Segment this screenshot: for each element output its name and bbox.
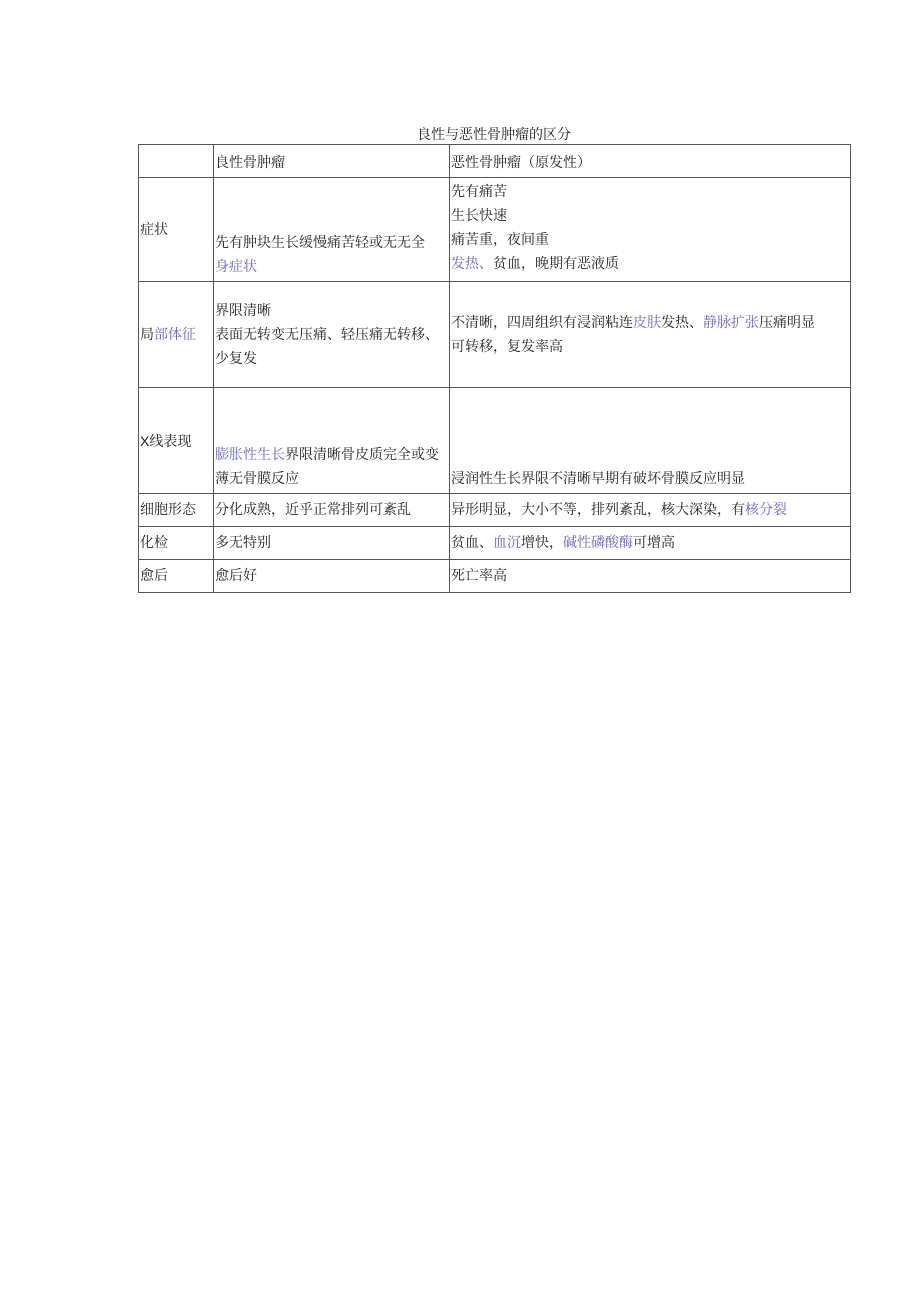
alp-link[interactable]: 碱性磷酸酶 bbox=[563, 535, 633, 551]
row-symptom bbox=[139, 178, 851, 282]
cell-malignant bbox=[450, 494, 851, 527]
prognosis-benign: 愈后好 bbox=[214, 560, 450, 593]
local-malignant-a: 不清晰，四周组织有浸润粘连 bbox=[451, 314, 633, 331]
symptom-benign-text: 先有肿块生长缓慢痛苦轻或无无全 bbox=[215, 235, 425, 251]
local-benign-line-1: 界限清晰 bbox=[215, 302, 271, 319]
row-label-local-link[interactable]: 部体征 bbox=[154, 326, 196, 343]
lab-malignant-c: 可增高 bbox=[633, 535, 675, 551]
symptom-malignant-line-2: 生长快速 bbox=[451, 208, 507, 224]
local-malignant-b: 发热、 bbox=[661, 314, 703, 331]
local-malignant-line-1 bbox=[451, 311, 848, 335]
lab-benign: 多无特别 bbox=[214, 527, 450, 560]
symptom-malignant-line-4 bbox=[451, 252, 848, 276]
row-xray bbox=[139, 388, 851, 494]
cell-benign: 分化成熟，近乎正常排列可紊乱 bbox=[214, 494, 450, 527]
row-label-symptom: 症状 bbox=[139, 178, 214, 282]
expansive-growth-link[interactable]: 膨胀性生长 bbox=[215, 447, 285, 463]
vein-link[interactable]: 静脉扩张 bbox=[703, 314, 759, 331]
local-malignant bbox=[450, 282, 851, 388]
row-label-local-a: 局 bbox=[140, 326, 154, 343]
xray-malignant: 浸润性生长界限不清晰早期有破坏骨膜反应明显 bbox=[450, 388, 851, 494]
table-header-row bbox=[139, 145, 851, 178]
row-label-cell[interactable]: 细胞形态 bbox=[139, 494, 214, 527]
local-malignant-c: 压痛明显 bbox=[759, 314, 815, 331]
mortality-link[interactable]: 死亡率高 bbox=[450, 560, 851, 593]
row-label-prognosis: 愈后 bbox=[139, 560, 214, 593]
document-title: 良性与恶性骨肿瘤的区分 bbox=[417, 127, 571, 143]
lab-malignant bbox=[450, 527, 851, 560]
fever-link[interactable]: 发热、 bbox=[451, 256, 493, 272]
lab-malignant-a: 贫血、 bbox=[451, 535, 493, 551]
row-label-lab: 化检 bbox=[139, 527, 214, 560]
xray-benign bbox=[214, 388, 450, 494]
header-malignant: 恶性骨肿瘤（原发性） bbox=[450, 145, 851, 178]
symptom-benign bbox=[214, 178, 450, 282]
row-lab bbox=[139, 527, 851, 560]
symptom-malignant bbox=[450, 178, 851, 282]
symptom-benign-link[interactable]: 身症状 bbox=[215, 259, 257, 275]
row-local-signs bbox=[139, 282, 851, 388]
esr-link[interactable]: 血沉 bbox=[493, 535, 521, 551]
row-cell-morphology bbox=[139, 494, 851, 527]
symptom-malignant-line-3: 痛苦重，夜间重 bbox=[451, 232, 549, 248]
row-label-local bbox=[139, 282, 214, 388]
symptom-malignant-line-1: 先有痛苦 bbox=[451, 184, 507, 200]
lab-malignant-b: 增快， bbox=[521, 535, 563, 551]
cell-malignant-text: 异形明显，大小不等，排列紊乱，核大深染，有 bbox=[451, 502, 745, 518]
row-prognosis bbox=[139, 560, 851, 593]
symptom-malignant-tail: 贫血，晚期有恶液质 bbox=[493, 256, 619, 272]
row-label-xray: X线表现 bbox=[139, 388, 214, 494]
xray-benign-tail: 界限清晰骨皮质完全或变薄无骨膜反应 bbox=[215, 447, 439, 487]
skin-link[interactable]: 皮肤 bbox=[633, 314, 661, 331]
local-malignant-line-2: 可转移，复发率高 bbox=[451, 338, 563, 355]
mitosis-link[interactable]: 核分裂 bbox=[745, 502, 787, 518]
header-empty-cell bbox=[139, 145, 214, 178]
comparison-table bbox=[138, 144, 851, 593]
local-benign bbox=[214, 282, 450, 388]
header-benign: 良性骨肿瘤 bbox=[214, 145, 450, 178]
local-benign-line-2: 表面无转变无压痛、轻压痛无转移、少复发 bbox=[215, 326, 439, 367]
